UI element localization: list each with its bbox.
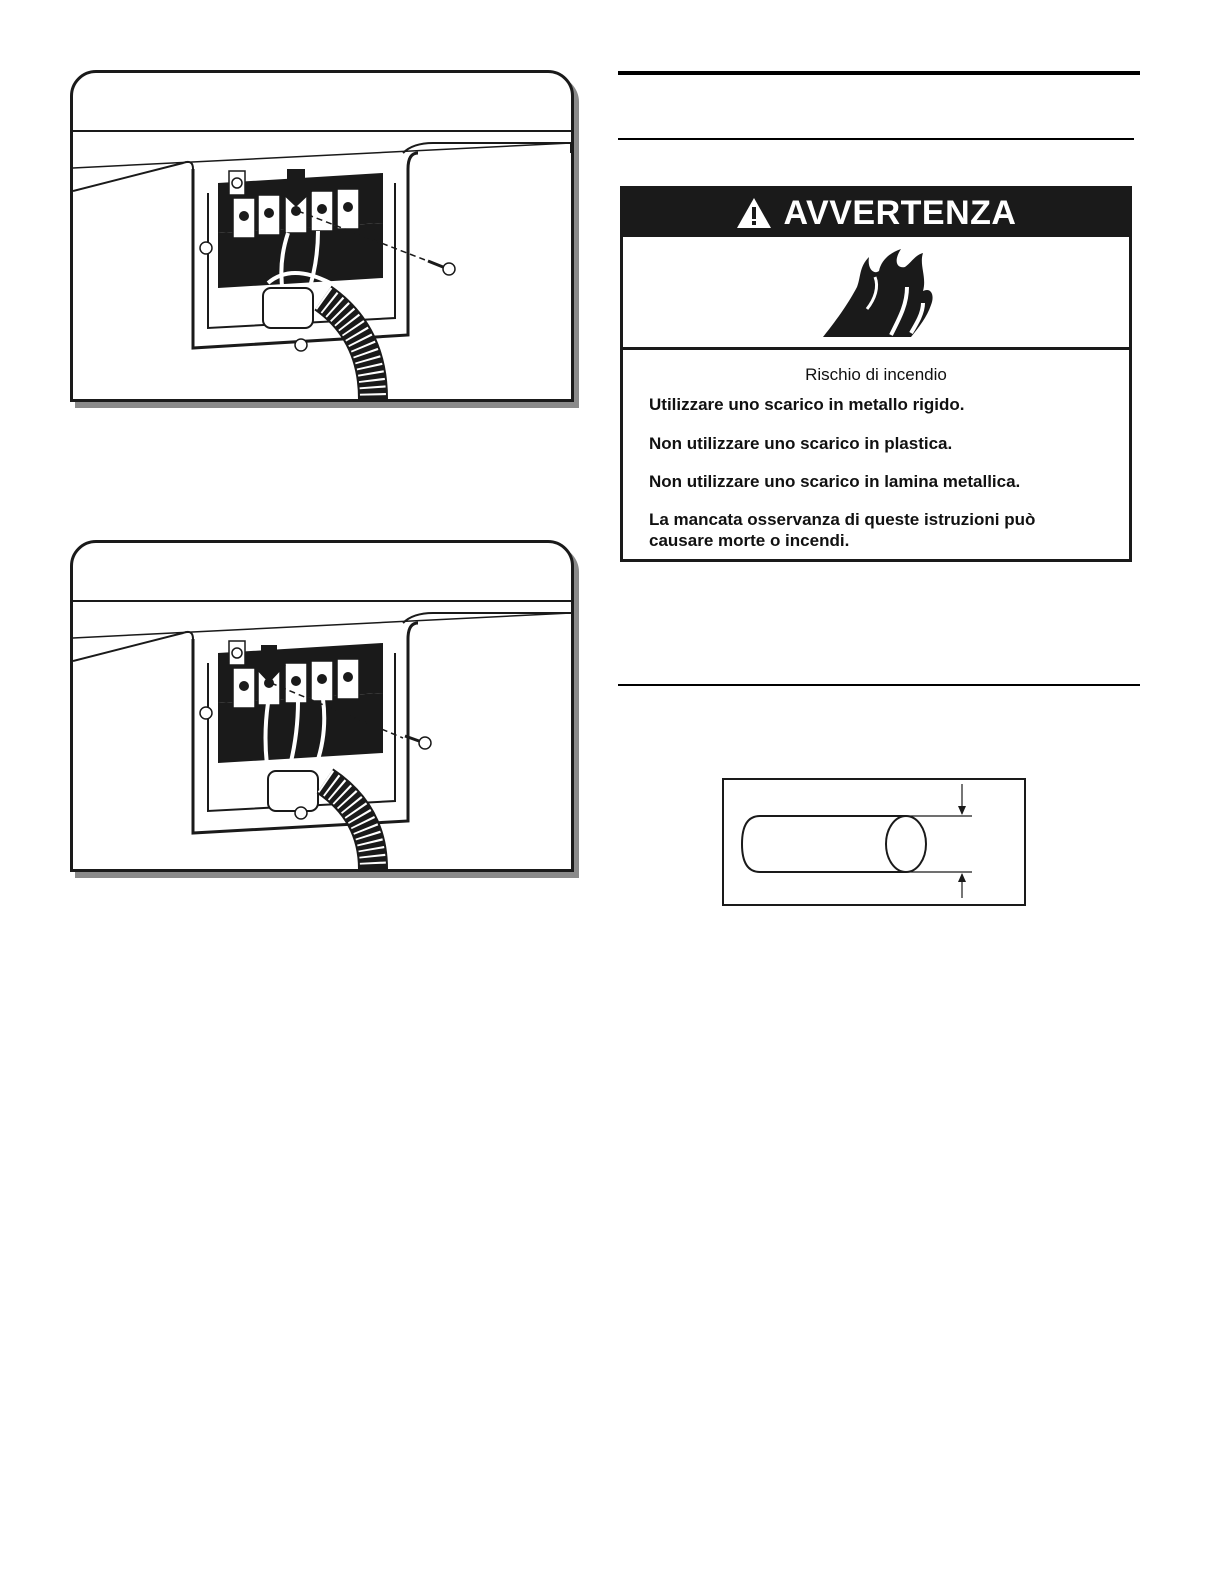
warning-line: Utilizzare uno scarico in metallo rigido. [649, 395, 965, 414]
warning-line: Non utilizzare uno scarico in lamina metallica. [649, 472, 1021, 491]
screw-icon [428, 261, 455, 275]
warning-line: Non utilizzare uno scarico in plastica. [649, 434, 953, 453]
warning-header [623, 189, 1129, 237]
terminal-block-drawing [73, 73, 571, 399]
section-rule-thin [618, 138, 1134, 140]
terminal-block-illustration-1 [70, 70, 574, 402]
duct-diameter-diagram [722, 778, 1026, 906]
fire-hazard-icon [819, 247, 939, 339]
warning-triangle-icon [736, 197, 772, 229]
section-rule-thin [618, 684, 1140, 686]
warning-line: La mancata osservanza di queste istruzioni può causare morte o incendi. [649, 510, 1036, 550]
warning-subtitle: Rischio di incendio [805, 365, 947, 384]
warning-box [620, 186, 1132, 562]
section-rule-thick [618, 71, 1140, 75]
fire-hazard-area [623, 237, 1129, 350]
warning-body [623, 351, 1129, 559]
terminal-block-drawing [73, 543, 571, 869]
warning-title: AVVERTENZA [783, 193, 1017, 232]
terminal-block-illustration-2 [70, 540, 574, 872]
duct-cylinder-drawing [724, 780, 1024, 904]
